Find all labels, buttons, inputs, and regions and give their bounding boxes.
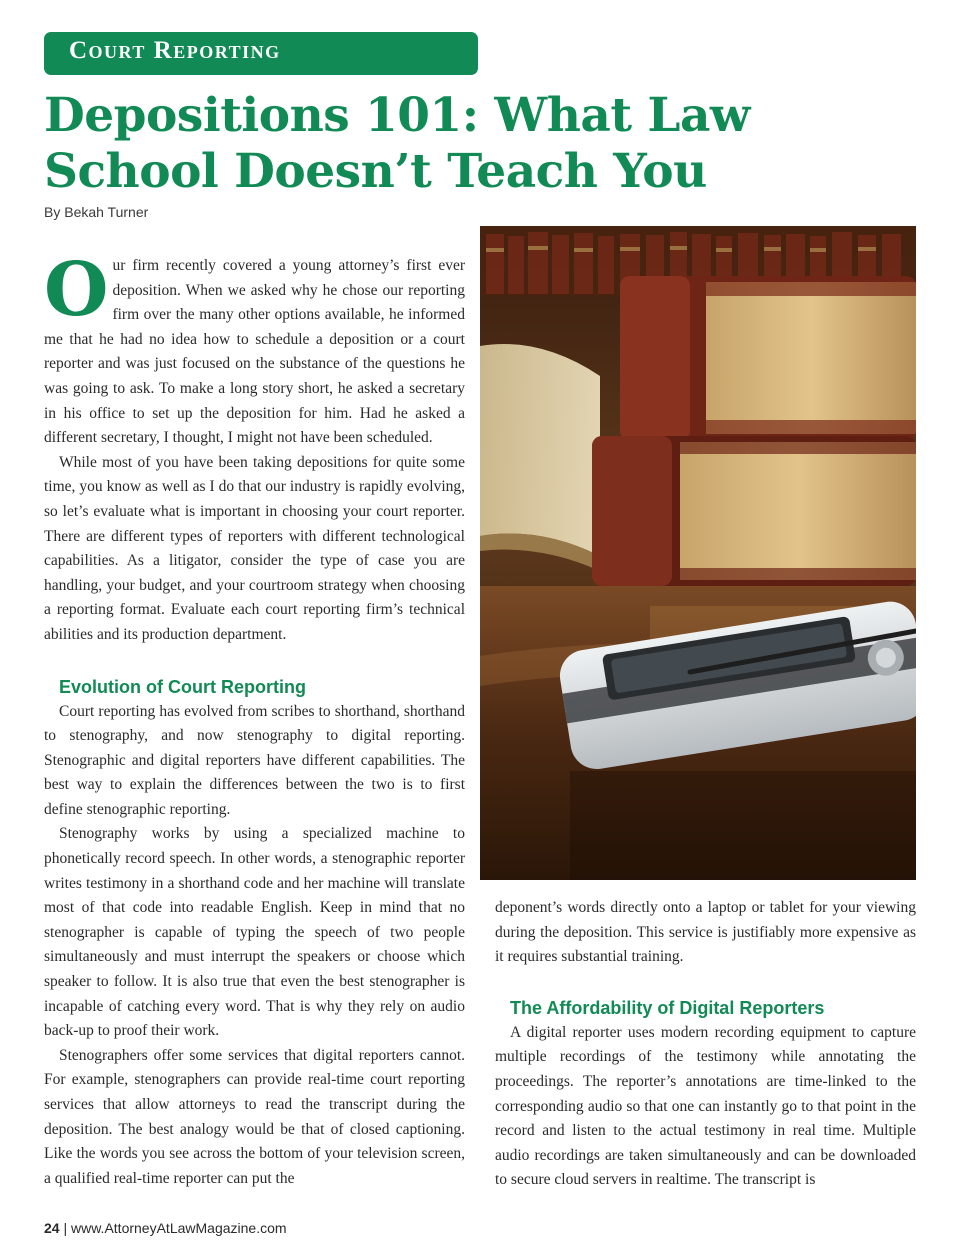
page-number: 24 bbox=[44, 1220, 60, 1236]
page-footer bbox=[44, 1220, 287, 1236]
left-column bbox=[44, 247, 465, 1191]
section-heading-affordability: The Affordability of Digital Reporters bbox=[510, 997, 825, 1018]
section-heading-evolution: Evolution of Court Reporting bbox=[59, 676, 306, 697]
footer-separator: | bbox=[59, 1220, 71, 1236]
continuation-paragraph: deponent’s words directly onto a laptop or tablet for your viewing during the deposition. This service is justifiably more expensive as it requires substantial training. bbox=[495, 899, 916, 966]
dropcap: O bbox=[44, 247, 109, 333]
evolution-paragraph-2: Stenography works by using a specialized machine to phonetically record speech. In other words, a stenographic reporter writes testimony in a shorthand code and her machine will translate most of that code into readable English. Keep in mind that no stenographer is capable of typing the speech of two people simultaneously and must interrupt the speakers or choose which speaker to follow. It is also true that even the best stenographer is incapable of catching every word. That is why they rely on audio back-up to proof their work. bbox=[44, 825, 465, 1040]
law-books-pda-photo bbox=[480, 226, 916, 880]
article-headline: Depositions 101: What Law School Doesn’t Teach You bbox=[44, 88, 750, 199]
footer-website: www.AttorneyAtLawMagazine.com bbox=[71, 1220, 287, 1236]
evolution-paragraph-3: Stenographers offer some services that digital reporters cannot. For example, stenographers can provide real-time court reporting services that allow attorneys to read the transcript during the deposition. The best analogy would be that of closed captioning. Like the words you see across the bottom of your television screen, a qualified real-time reporter can put the bbox=[44, 1046, 465, 1187]
intro-paragraph bbox=[44, 247, 465, 451]
section-tag-label: Court Reporting bbox=[69, 37, 281, 64]
evolution-paragraph-1: Court reporting has evolved from scribes to shorthand, shorthand to stenography, and now stenography to digital reporting. Stenographic and digital reporters have different capabilities. The best way to explain the differences between the two is to first define stenographic reporting. bbox=[44, 702, 465, 818]
byline: By Bekah Turner bbox=[44, 204, 149, 220]
intro-paragraph-2: While most of you have been taking depositions for quite some time, you know as well as I do that our industry is rapidly evolving, so let’s evaluate what is important in choosing your court reporter. There are different types of reporters with different technological capabilities. As a litigator, consider the type of case you are handling, your budget, and your courtroom strategy when choosing a reporting format. Evaluate each court reporting firm’s technical abilities and its production department. bbox=[44, 453, 465, 643]
affordability-paragraph: A digital reporter uses modern recording equipment to capture multiple recordings of the testimony while annotating the proceedings. The reporter’s annotations are time-linked to the corresponding audio so that one can instantly go to that point in the record and listen to the actual testimony in real time. Multiple audio recordings are taken simultaneously and can be downloaded to secure cloud servers in realtime. The transcript is bbox=[495, 1023, 916, 1189]
section-tag bbox=[44, 32, 478, 75]
intro-paragraph-text: ur firm recently covered a young attorney’s first ever deposition. When we asked why he chose our reporting firm over the many other options available, he informed me that he had no idea how to schedule a deposition or a court reporter and was just focused on the substance of the questions he was going to ask. To make a long story short, he asked a secretary in his office to set up the deposition for him. Had he asked a different secretary, I thought, I might not have been scheduled. bbox=[44, 257, 465, 447]
right-column bbox=[495, 896, 916, 1193]
